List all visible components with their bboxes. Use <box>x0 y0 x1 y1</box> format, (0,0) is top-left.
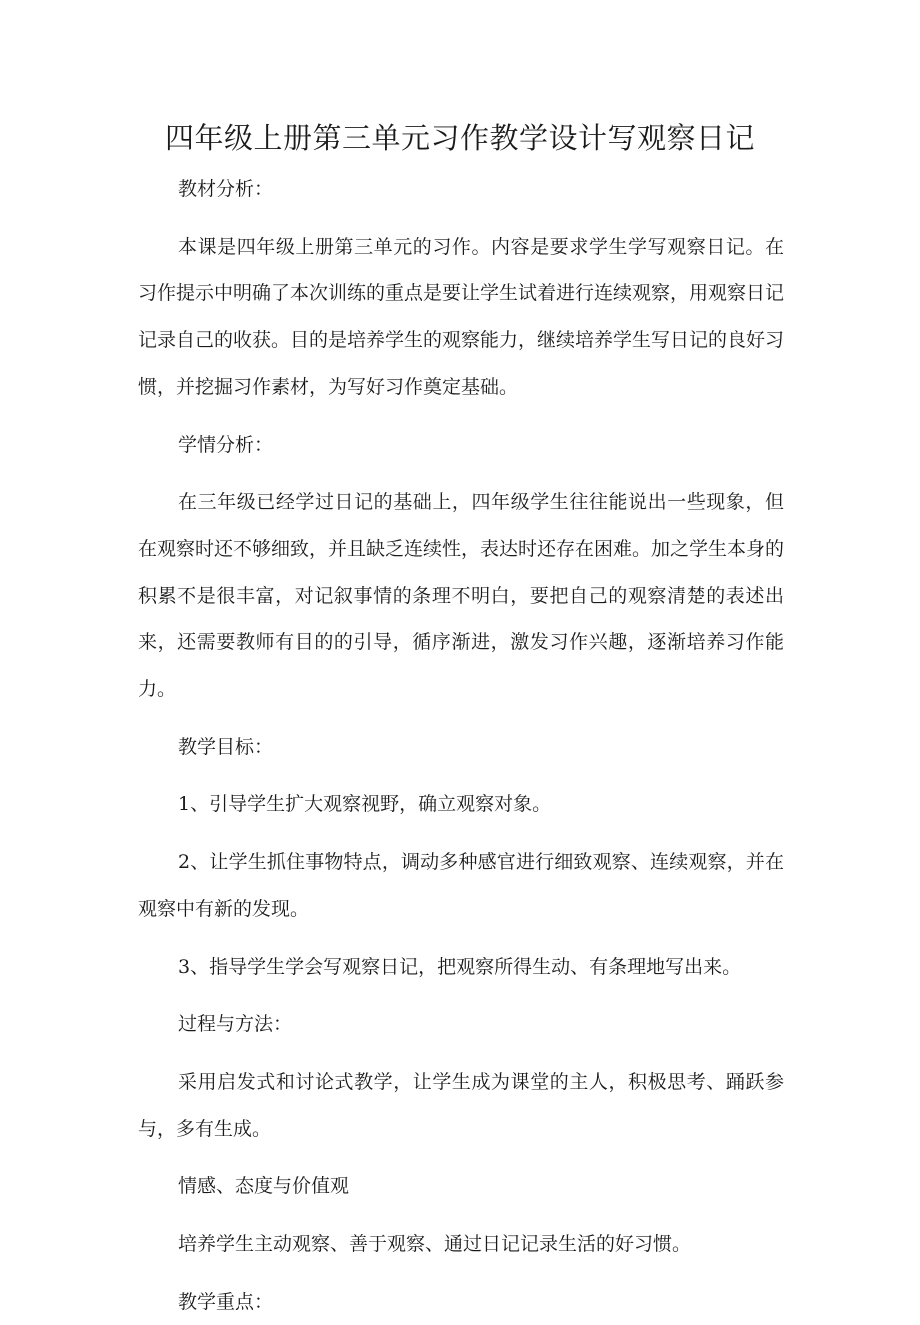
section-heading-teaching-focus: 教学重点： <box>178 1290 274 1313</box>
paragraph-material-analysis: 本课是四年级上册第三单元的习作。内容是要求学生学写观察日记。在习作提示中明确了本次训练的重点是要让学生试着进行连续观察，用观察日记记录自己的收获。目的是培养学生的观察能力，继续培养学生写日记的良好习惯，并挖掘习作素材，为写好习作奠定基础。 <box>138 235 785 398</box>
document-title: 四年级上册第三单元习作教学设计写观察日记 <box>164 121 755 155</box>
goal-item-1: 1、引导学生扩大观察视野，确立观察对象。 <box>178 793 552 816</box>
goal-item-3: 3、指导学生学会写观察日记，把观察所得生动、有条理地写出来。 <box>178 955 742 978</box>
section-heading-material-analysis: 教材分析： <box>178 178 274 200</box>
document-body <box>138 166 784 1325</box>
paragraph-learner-analysis: 在三年级已经学过日记的基础上，四年级学生往往能说出一些现象，但在观察时还不够细致，并且缺乏连续性，表达时还存在困难。加之学生本身的积累不是很丰富，对记叙事情的条理不明白，要把自己的观察清楚的表述出来，还需要教师有目的的引导，循序渐进，激发习作兴趣，逐渐培养习作能力。 <box>138 491 785 701</box>
paragraph-process-method: 采用启发式和讨论式教学，让学生成为课堂的主人，积极思考、踊跃参与，多有生成。 <box>138 1070 784 1140</box>
section-heading-attitude-values: 情感、态度与价值观 <box>178 1175 350 1198</box>
section-heading-process-method: 过程与方法： <box>178 1013 293 1036</box>
section-heading-teaching-goals: 教学目标： <box>178 735 274 758</box>
section-heading-learner-analysis: 学情分析： <box>178 433 274 456</box>
goal-item-2: 2、让学生抓住事物特点，调动多种感官进行细致观察、连续观察，并在观察中有新的发现。 <box>138 851 784 920</box>
paragraph-attitude-values: 培养学生主动观察、善于观察、通过日记记录生活的好习惯。 <box>178 1233 692 1256</box>
